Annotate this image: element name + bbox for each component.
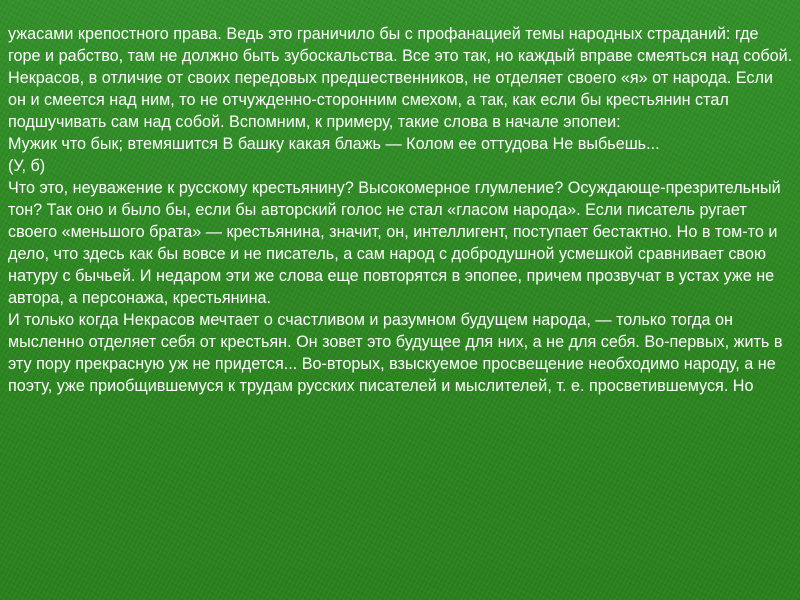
- paragraph-serfdom: ужасами крепостного права. Ведь это граничило бы с профанацией темы народных страданий: где горе и рабство, там не должно быть зубоскальства. Все это так, но каждый вправе смеяться над собой. Некрасов, в отличие от своих передовых предшественников, не отделяет своего «я» от народа. Если он и смеется над ним, то не отчужденно-сторонним смехом, а так, как если бы крестьянин стал подшучивать сам над собой. Вспомним, к примеру, такие слова в начале эпопеи:: [8, 25, 793, 131]
- body-text: [8, 23, 794, 397]
- paragraph-future-of-people: И только когда Некрасов мечтает о счастливом и разумном будущем народа, — только тогда он мысленно отделяет себя от крестьян. Он зовет это будущее для них, а не для себя. Во-первых, жить в эту пору прекрасную уж не придется... Во-вторых, взыскуемое просвещение необходимо народу, а не поэту, уже приобщившемуся к трудам русских писателей и мыслителей, т. е. просветившемуся. Но: [8, 311, 783, 395]
- paragraph-citation: (У, б): [8, 157, 46, 175]
- paragraph-disrespect-question: Что это, неуважение к русскому крестьянину? Высокомерное глумление? Осуждающе-презрительный тон? Так оно и было бы, если бы авторский голос не стал «гласом народа». Если писатель ругает своего «меньшого брата» — крестьянина, значит, он, интеллигент, поступает бестактно. Но в том-то и дело, что здесь как бы вовсе и не писатель, а сам народ с добродушной усмешкой сравнивает свою натуру с бычьей. И недаром эти же слова еще повторятся в эпопее, причем прозвучат в устах уже не автора, а персонажа, крестьянина.: [8, 179, 781, 307]
- paragraph-poem-quote: Мужик что бык; втемяшится В башку какая блажь — Колом ее оттудова Не выбьешь...: [8, 135, 660, 153]
